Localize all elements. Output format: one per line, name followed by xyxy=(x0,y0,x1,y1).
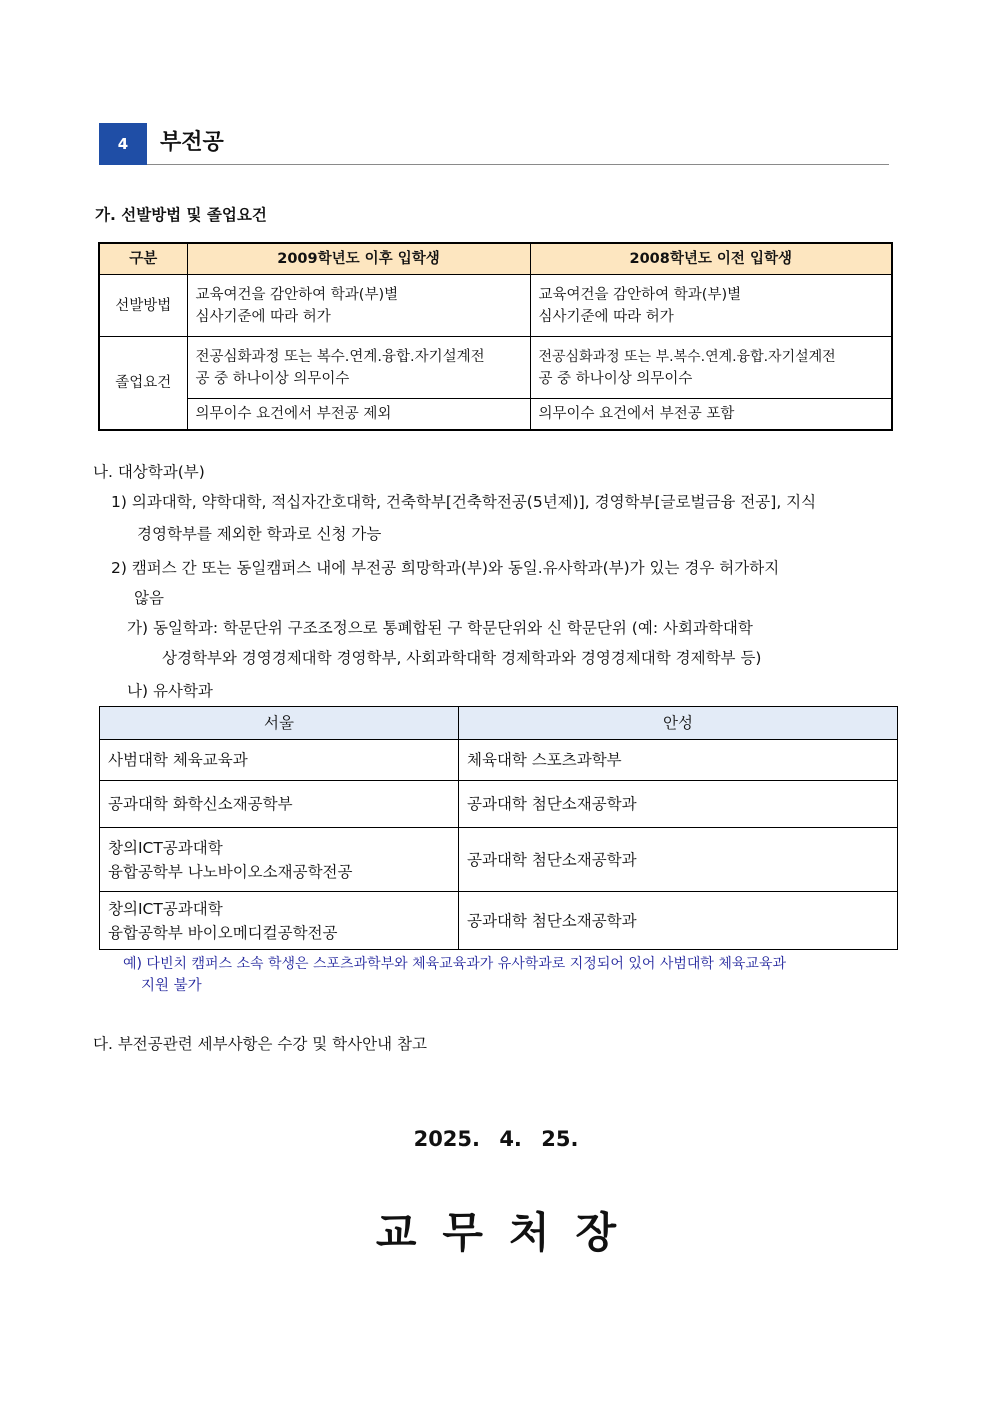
cell-line: 전공심화과정 또는 복수.연계.융합.자기설계전 xyxy=(195,348,485,365)
seoul-dept xyxy=(100,828,459,892)
heading-ga: 가. 선발방법 및 졸업요건 xyxy=(95,206,267,224)
cell-line: 공 중 하나이상 의무이수 xyxy=(195,370,350,387)
office-signature: 교무처장 xyxy=(375,1208,643,1257)
selection-before-2008 xyxy=(530,275,892,337)
cell-line: 융합공학부 바이오메디컬공학전공 xyxy=(108,923,338,942)
seoul-dept xyxy=(100,781,459,828)
header-anseong: 안성 xyxy=(459,707,898,740)
table-row-selection xyxy=(99,275,892,337)
item2-line2: 않음 xyxy=(134,589,164,607)
selection-after-2009 xyxy=(187,275,530,337)
item1-line2: 경영학부를 제외한 학과로 신청 가능 xyxy=(137,525,382,543)
section-number-badge xyxy=(99,123,147,165)
section-number: 4 xyxy=(117,135,129,153)
cell-line: 심사기준에 따라 허가 xyxy=(538,308,674,325)
cell-line: 창의ICT공과대학 xyxy=(108,838,223,857)
table-row-graduation-1 xyxy=(99,337,892,399)
heading-na: 나. 대상학과(부) xyxy=(93,463,205,481)
cell-line: 교육여건을 감안하여 학과(부)별 xyxy=(538,286,742,303)
row-label-selection: 선발방법 xyxy=(99,275,187,337)
cell-line: 교육여건을 감안하여 학과(부)별 xyxy=(195,286,399,303)
row-label-graduation: 졸업요건 xyxy=(99,337,187,430)
issue-date: 2025. 4. 25. xyxy=(413,1127,579,1151)
table-row xyxy=(100,892,898,950)
graduation-before-2008 xyxy=(530,337,892,399)
cell-line: 공과대학 화학신소재공학부 xyxy=(108,795,293,813)
table-row xyxy=(100,740,898,781)
graduation-after-2009 xyxy=(187,337,530,399)
section-divider xyxy=(147,164,889,165)
table-row xyxy=(100,828,898,892)
cell-line: 창의ICT공과대학 xyxy=(108,899,223,918)
header-before-2008: 2008학년도 이전 입학생 xyxy=(530,243,892,275)
graduation-exclusion-after-2009: 의무이수 요건에서 부전공 제외 xyxy=(187,399,530,430)
cell-line: 심사기준에 따라 허가 xyxy=(195,308,331,325)
sub-ga-line1: 가) 동일학과: 학문단위 구조조정으로 통폐합된 구 학문단위와 신 학문단위 (예: 사회과학대학 xyxy=(127,619,753,637)
cell-line: 전공심화과정 또는 부.복수.연계.융합.자기설계전 xyxy=(538,348,836,365)
note-line1: 예) 다빈치 캠퍼스 소속 학생은 스포츠과학부와 체육교육과가 유사학과로 지정되어 있어 사범대학 체육교육과 xyxy=(123,956,786,972)
selection-graduation-table xyxy=(98,242,893,431)
table-row-graduation-2 xyxy=(99,399,892,430)
graduation-inclusion-before-2008: 의무이수 요건에서 부전공 포함 xyxy=(530,399,892,430)
anseong-dept: 공과대학 첨단소재공학과 xyxy=(459,828,898,892)
header-after-2009: 2009학년도 이후 입학생 xyxy=(187,243,530,275)
note-line2: 지원 불가 xyxy=(141,978,202,994)
cell-line: 공 중 하나이상 의무이수 xyxy=(538,370,693,387)
anseong-dept: 공과대학 첨단소재공학과 xyxy=(459,892,898,950)
item2-line1: 2) 캠퍼스 간 또는 동일캠퍼스 내에 부전공 희망학과(부)와 동일.유사학과(부)가 있는 경우 허가하지 xyxy=(111,559,780,577)
cell-line: 융합공학부 나노바이오소재공학전공 xyxy=(108,862,353,881)
item1-line1: 1) 의과대학, 약학대학, 적십자간호대학, 건축학부[건축학전공(5년제)], 경영학부[글로벌금융 전공], 지식 xyxy=(111,493,817,511)
seoul-dept xyxy=(100,740,459,781)
sub-ga-line2: 상경학부와 경영경제대학 경영학부, 사회과학대학 경제학과와 경영경제대학 경제학부 등) xyxy=(162,649,762,667)
section-title: 부전공 xyxy=(160,130,224,155)
table-header-row xyxy=(100,707,898,740)
header-category: 구분 xyxy=(99,243,187,275)
similar-departments-table xyxy=(99,706,898,950)
header-seoul: 서울 xyxy=(100,707,459,740)
table-header-row xyxy=(99,243,892,275)
cell-line: 사범대학 체육교육과 xyxy=(108,751,248,769)
sub-na-heading: 나) 유사학과 xyxy=(127,682,213,700)
anseong-dept: 공과대학 첨단소재공학과 xyxy=(459,781,898,828)
anseong-dept: 체육대학 스포츠과학부 xyxy=(459,740,898,781)
part-da-text: 다. 부전공관련 세부사항은 수강 및 학사안내 참고 xyxy=(93,1035,427,1053)
table-row xyxy=(100,781,898,828)
seoul-dept xyxy=(100,892,459,950)
